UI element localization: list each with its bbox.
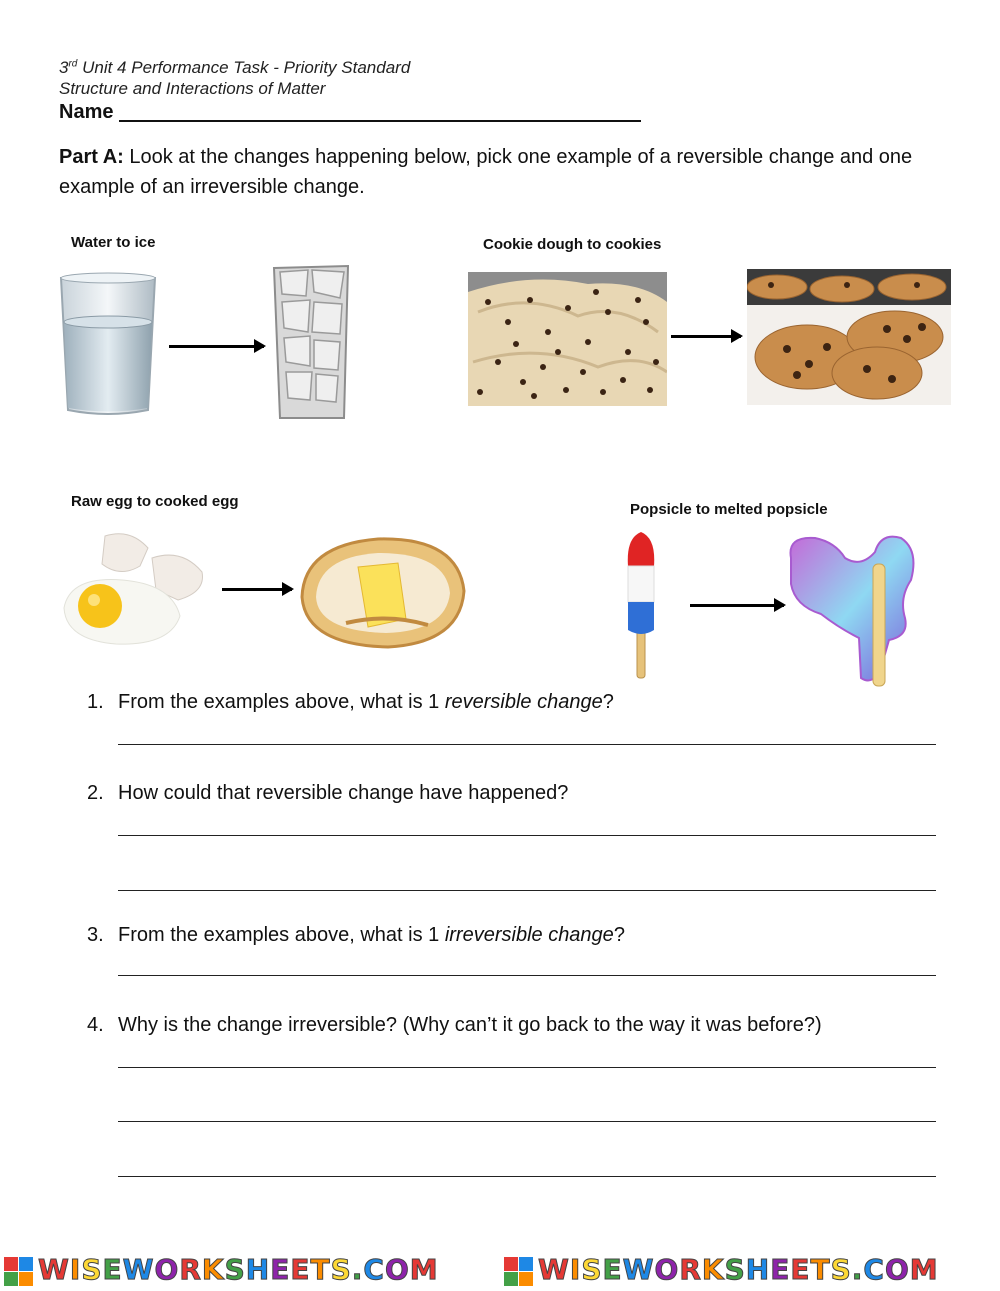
raw-egg-image xyxy=(60,530,210,650)
answer-line-4b[interactable] xyxy=(118,1121,936,1122)
header-title: Unit 4 Performance Task - Priority Standard xyxy=(77,58,411,77)
watermark-letter: K xyxy=(701,1253,725,1286)
watermark-footer xyxy=(0,1253,1000,1291)
header-subtitle: Structure and Interactions of Matter xyxy=(59,79,326,98)
caption-water-to-ice: Water to ice xyxy=(71,234,156,251)
caption-raw-egg: Raw egg to cooked egg xyxy=(71,493,239,510)
question-3 xyxy=(87,924,625,947)
name-field[interactable] xyxy=(59,100,641,124)
watermark-letter: E xyxy=(102,1253,123,1286)
watermark-letter: W xyxy=(122,1253,155,1286)
question-3-end: ? xyxy=(613,924,625,946)
question-1-text: From the examples above, what is 1 xyxy=(118,691,445,713)
question-4-text: Why is the change irreversible? (Why can’t it go back to the way it was before?) xyxy=(118,1014,822,1036)
baked-cookies-image xyxy=(747,269,951,405)
grade: 3 xyxy=(59,58,69,77)
watermark-letter: E xyxy=(790,1253,811,1286)
arrow-popsicle xyxy=(690,604,784,607)
melted-popsicle-image xyxy=(785,528,920,688)
watermark-letter: M xyxy=(909,1253,939,1286)
question-1-emphasis: reversible change xyxy=(444,691,603,713)
question-4-number: 4. xyxy=(87,1014,104,1036)
arrow-water xyxy=(169,345,264,348)
watermark-text-1 xyxy=(38,1253,439,1286)
watermark-letter: C xyxy=(363,1253,385,1286)
ice-glass-image xyxy=(270,262,352,422)
question-2-number: 2. xyxy=(87,782,104,804)
water-glass-image xyxy=(58,272,158,417)
answer-line-2b[interactable] xyxy=(118,890,936,891)
question-1-number: 1. xyxy=(87,691,104,713)
watermark-letter: S xyxy=(724,1253,746,1286)
watermark-letter: K xyxy=(201,1253,225,1286)
watermark-letter: E xyxy=(270,1253,291,1286)
wise-logo-icon xyxy=(4,1257,34,1287)
answer-line-4a[interactable] xyxy=(118,1067,936,1068)
answer-line-2a[interactable] xyxy=(118,835,936,836)
answer-line-3[interactable] xyxy=(118,975,936,976)
answer-line-1[interactable] xyxy=(118,744,936,745)
watermark-letter: . xyxy=(851,1253,864,1286)
watermark-letter: M xyxy=(409,1253,439,1286)
part-a-label: Part A: xyxy=(59,146,124,168)
name-blank-line[interactable] xyxy=(119,100,641,122)
question-2 xyxy=(87,782,568,805)
watermark-letter: S xyxy=(81,1253,103,1286)
wise-logo-icon xyxy=(504,1257,534,1287)
question-4 xyxy=(87,1014,822,1037)
watermark-letter: W xyxy=(622,1253,655,1286)
watermark-text-2 xyxy=(538,1253,939,1286)
watermark-letter: C xyxy=(863,1253,885,1286)
arrow-egg xyxy=(222,588,292,591)
question-3-emphasis: irreversible change xyxy=(444,924,614,946)
arrow-cookie xyxy=(671,335,741,338)
watermark-letter: O xyxy=(884,1253,910,1286)
watermark-letter: O xyxy=(654,1253,680,1286)
caption-cookie-dough: Cookie dough to cookies xyxy=(483,236,662,253)
cooked-egg-image xyxy=(298,527,469,657)
watermark-letter: S xyxy=(581,1253,603,1286)
watermark-letter: E xyxy=(770,1253,791,1286)
watermark-letter: T xyxy=(810,1253,831,1286)
watermark-letter: R xyxy=(679,1253,702,1286)
watermark-letter: O xyxy=(154,1253,180,1286)
watermark-letter: S xyxy=(330,1253,352,1286)
watermark-letter: E xyxy=(602,1253,623,1286)
watermark-letter: H xyxy=(245,1253,271,1286)
question-3-number: 3. xyxy=(87,924,104,946)
question-3-text: From the examples above, what is 1 xyxy=(118,924,445,946)
watermark-letter: O xyxy=(384,1253,410,1286)
question-2-text: How could that reversible change have happened? xyxy=(118,782,569,804)
watermark-letter: S xyxy=(224,1253,246,1286)
grade-suffix: rd xyxy=(68,58,78,70)
name-label: Name xyxy=(59,101,114,123)
popsicle-image xyxy=(624,530,658,680)
question-1 xyxy=(87,691,614,714)
watermark-letter: T xyxy=(310,1253,331,1286)
watermark-letter: W xyxy=(38,1253,70,1286)
watermark-letter: I xyxy=(569,1253,582,1286)
watermark-letter: R xyxy=(179,1253,202,1286)
question-1-end: ? xyxy=(602,691,614,713)
caption-popsicle: Popsicle to melted popsicle xyxy=(630,501,828,518)
watermark-letter: E xyxy=(290,1253,311,1286)
watermark-letter: S xyxy=(830,1253,852,1286)
header-line-1 xyxy=(59,58,410,78)
part-a-instructions xyxy=(59,142,939,202)
cookie-dough-image xyxy=(468,272,667,406)
answer-line-4c[interactable] xyxy=(118,1176,936,1177)
watermark-letter: I xyxy=(69,1253,82,1286)
part-a-text: Look at the changes happening below, pick one example of a reversible change and one example of an irreversible change. xyxy=(59,146,913,198)
watermark-letter: W xyxy=(538,1253,570,1286)
watermark-letter: . xyxy=(351,1253,364,1286)
watermark-letter: H xyxy=(745,1253,771,1286)
